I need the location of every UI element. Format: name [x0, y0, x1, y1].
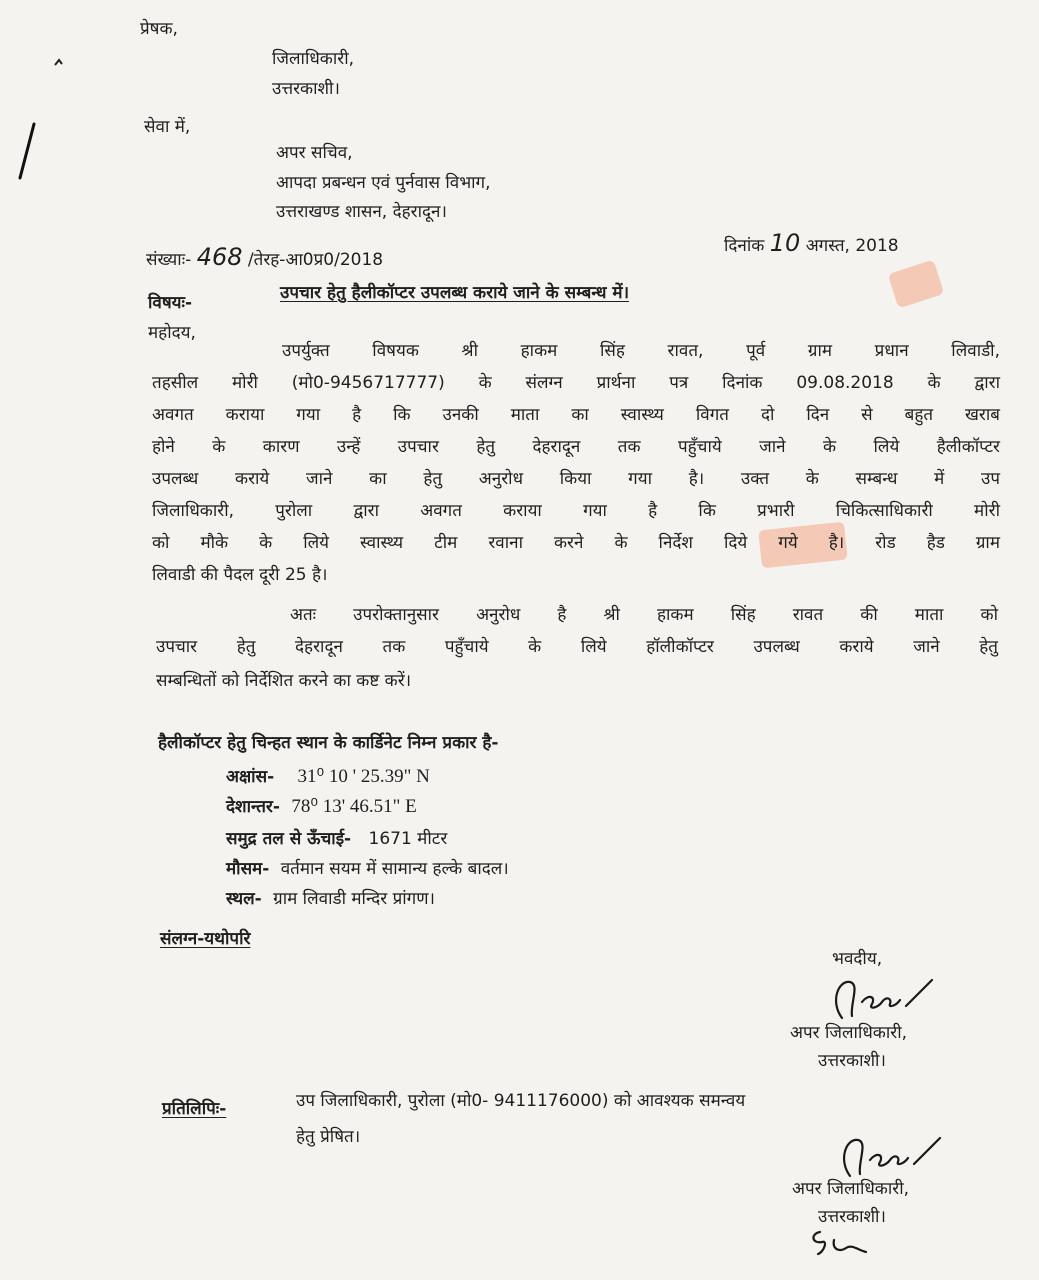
- para1-line: उपलब्ध कराये जाने का हेतु अनुरोध किया गया है। उक्त के सम्बन्ध में उप: [152, 469, 1000, 489]
- longitude-value: 78⁰ 13' 46.51" E: [291, 796, 417, 817]
- weather-row: [226, 858, 509, 880]
- date-label: दिनांक: [724, 236, 765, 256]
- copy-line1: उप जिलाधिकारी, पुरोला (मो0- 9411176000) को आवश्यक समन्वय: [296, 1091, 746, 1111]
- subject-label: विषयः-: [148, 293, 193, 313]
- initials-mark: [806, 1226, 876, 1258]
- sender-line2: उत्तरकाशी।: [272, 79, 340, 99]
- place-label: स्थल-: [226, 889, 262, 909]
- place-row: [226, 888, 435, 910]
- sender-line1: जिलाधिकारी,: [272, 49, 355, 69]
- recipient-label: सेवा में,: [144, 117, 191, 137]
- weather-value: वर्तमान सयम में सामान्य हल्के बादल।: [280, 859, 509, 879]
- para1-line: होने के कारण उन्हें उपचार हेतु देहरादून तक पहुँचाये जाने के लिये हैलीकॉप्टर: [152, 437, 1000, 457]
- reference-number-handwritten: 468: [196, 243, 243, 271]
- recipient-line1: अपर सचिव,: [276, 143, 353, 163]
- salutation: महोदय,: [148, 323, 196, 343]
- sender-label: प्रेषक,: [140, 19, 178, 39]
- enclosure-note: संलग्न-यथोपरि: [160, 929, 251, 949]
- para2-line: सम्बन्धितों को निर्देशित करने का कष्ट करें।: [156, 671, 412, 691]
- reference-line: [146, 243, 384, 271]
- altitude-value: 1671 मीटर: [368, 829, 448, 849]
- para2-line: उपचार हेतु देहरादून तक पहुँचाये के लिये हॉलीकॉप्टर उपलब्ध कराये जाने हेतु: [156, 637, 998, 657]
- date-day-handwritten: 10: [769, 229, 801, 257]
- coordinates-heading: हैलीकॉप्टर हेतु चिन्हत स्थान के कार्डिनेट निम्न प्रकार है-: [158, 733, 499, 753]
- para1-line: जिलाधिकारी, पुरोला द्वारा अवगत कराया गया है कि प्रभारी चिकित्साधिकारी मोरी: [152, 501, 1000, 521]
- date-rest: अगस्त, 2018: [805, 236, 899, 256]
- signature-1: [820, 972, 950, 1026]
- longitude-label: देशान्तर-: [226, 797, 280, 817]
- para1-line: उपर्युक्त विषयक श्री हाकम सिंह रावत, पूर्व ग्राम प्रधान लिवाडी,: [282, 341, 1000, 361]
- recipient-line3: उत्तराखण्ड शासन, देहरादून।: [276, 202, 447, 222]
- date-line: [724, 229, 899, 257]
- closing-text: भवदीय,: [832, 949, 883, 969]
- para1-line: को मौके के लिये स्वास्थ्य टीम रवाना करने के निर्देश दिये गये है। रोड हैड ग्राम: [152, 533, 1000, 553]
- signoff-designation: अपर जिलाधिकारी,: [790, 1023, 908, 1043]
- para2-line: अतः उपरोक्तानुसार अनुरोध है श्री हाकम सिंह रावत की माता को: [290, 605, 998, 625]
- signoff-place: उत्तरकाशी।: [818, 1051, 886, 1071]
- subject-text: उपचार हेतु हैलीकॉप्टर उपलब्ध कराये जाने के सम्बन्ध में।: [280, 283, 630, 303]
- latitude-label: अक्षांस-: [226, 767, 275, 787]
- signature-2: [828, 1132, 958, 1182]
- subject-highlight: [888, 259, 945, 308]
- signoff2-designation: अपर जिलाधिकारी,: [792, 1179, 910, 1199]
- latitude-row: [226, 766, 430, 788]
- longitude-row: [226, 796, 417, 818]
- para1-line: अवगत कराया गया है कि उनकी माता का स्वास्थ्य विगत दो दिन से बहुत खराब: [152, 405, 1000, 425]
- place-value: ग्राम लिवाडी मन्दिर प्रांगण।: [273, 889, 435, 909]
- copy-label: प्रतिलिपिः-: [162, 1099, 227, 1119]
- reference-prefix: संख्याः-: [146, 250, 192, 270]
- para1-line: तहसील मोरी (मो0-9456717777) के संलग्न प्रार्थना पत्र दिनांक 09.08.2018 के द्वारा: [152, 373, 1000, 393]
- copy-line2: हेतु प्रेषित।: [296, 1127, 361, 1147]
- latitude-value: 31⁰ 10 ' 25.39" N: [297, 766, 430, 787]
- weather-label: मौसम-: [226, 859, 270, 879]
- altitude-label: समुद्र तल से ऊँचाई-: [226, 829, 352, 849]
- signoff2-place: उत्तरकाशी।: [818, 1207, 886, 1227]
- recipient-line2: आपदा प्रबन्धन एवं पुर्नवास विभाग,: [276, 173, 491, 193]
- margin-slash-mark: [10, 120, 40, 182]
- reference-suffix: /तेरह-आ0प्र0/2018: [247, 250, 384, 270]
- margin-dot-mark: [52, 56, 66, 70]
- para1-line: लिवाडी की पैदल दूरी 25 है।: [152, 565, 328, 585]
- altitude-row: [226, 828, 447, 850]
